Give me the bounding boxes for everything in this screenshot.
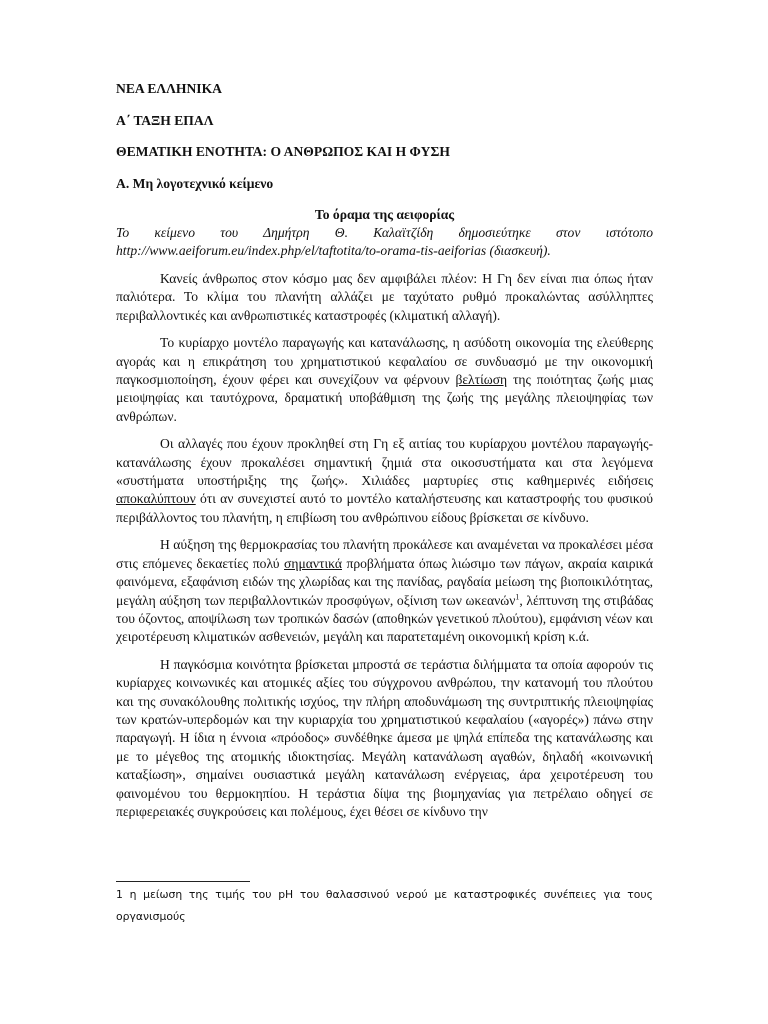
paragraph-2-text-a: Το κυρίαρχο μοντέλο παραγωγής και κατανάλωσης, η ασύδοτη οικονομία της ελεύθερης αγοράς και η επικράτηση του χρηματιστικού κεφαλαίου σε συνδυασμό με την οικονομική παγκοσμιοποίηση, έχουν φέρει και συνεχίζουν να φέρνουν <box>116 335 653 388</box>
paragraph-3 <box>116 435 653 527</box>
paragraph-1: Κανείς άνθρωπος στον κόσμο μας δεν αμφιβάλει πλέον: Η Γη δεν είναι πια όπως ήταν παλιότερα. Το κλίμα του πλανήτη αλλάζει με ταχύτατο ρυθμό προκαλώντας ασύλληπτες περιβαλλοντικές και ανθρωπιστικές καταστροφές (κλιματική αλλαγή). <box>116 271 653 323</box>
paragraph-4-text-c: , λέπτυνση της στιβάδας του όζοντος, αποψίλωση των τροπικών δασών (αποθηκών γενετικού πλούτου), εμφάνιση νέων και χειροτέρευση κλιματικών ασθενειών, μεγάλη και παρατεταμένη οικονομική κρίση κ.ά. <box>116 592 653 645</box>
paragraph-2 <box>116 334 653 426</box>
footnote-number: 1 <box>116 888 123 901</box>
footnote-text: η μείωση της τιμής του pH του θαλασσινού νερού με καταστροφικές συνέπειες για τους οργανισμούς <box>116 888 653 923</box>
paragraph-4-text-a: Η αύξηση της θερμοκρασίας του πλανήτη προκάλεσε και αναμένεται να προκαλέσει μέσα στις επόμενες δεκαετίες πολύ <box>116 537 653 571</box>
section-heading: Α. Μη λογοτεχνικό κείμενο <box>116 175 274 191</box>
paragraph-4-text-b: προβλήματα όπως λιώσιμο των πάγων, ακραία καιρικά φαινόμενα, εξαφάνιση ειδών της χλωρίδας και της πανίδας, ραγδαία μείωση της βιοποικιλότητας, μεγάλη αύξηση των περιβαλλοντικών προσφύγων, οξίνιση των ωκεανών <box>116 555 653 608</box>
paragraph-2-text-b: της ποιότητας ζωής μιας μειοψηφίας και ταυτόχρονα, δραματική υποβάθμιση της ζωής της μεγάλης πλειοψηφίας των ανθρώπων. <box>116 372 654 424</box>
footnote-separator <box>116 881 250 882</box>
underlined-word-apokalyptoun: αποκαλύπτουν <box>116 491 196 507</box>
unit-heading: ΘΕΜΑΤΙΚΗ ΕΝΟΤΗΤΑ: Ο ΑΝΘΡΩΠΟΣ ΚΑΙ Η ΦΥΣΗ <box>116 144 450 159</box>
paragraph-3-text-b: ότι αν συνεχιστεί αυτό το μοντέλο καταλήστευσης και καταστροφής του φυσικού περιβάλλοντος του πλανήτη, η επιβίωση του ανθρώπινου είδους βρίσκεται σε κίνδυνο. <box>116 491 653 525</box>
article-source: Το κείμενο του Δημήτρη Θ. Καλαϊτζίδη δημοσιεύτηκε στον ιστότοπο http://www.aeiforum.eu/index.php/el/taftotita/to-orama-tis-aeiforias (διασκευή). <box>116 225 653 258</box>
paragraph-5: Η παγκόσμια κοινότητα βρίσκεται μπροστά σε τεράστια διλήμματα τα οποία αφορούν τις κυρίαρχες κοινωνικές και ατομικές αξίες του σύγχρονου ανθρώπου, την κατανομή του πλούτου και της συνακόλουθης πολιτικής ισχύος, την πλήρη αποδυνάμωση της συντριπτικής πλειοψηφίας των κρατών-υπερδομών και την κυριαρχία του χρηματιστικού κεφαλαίου («αγορές») πάνω στην παραγωγή. Η ίδια η έννοια «πρόοδος» συνδέθηκε άμεσα με ψηλά επίπεδα της κατανάλωσης και με το μέγεθος της ατομικής ιδιοκτησίας. Μεγάλη κατανάλωση αγαθών, δηλαδή «κοινωνική καταξίωση», σημαίνει ουσιαστικά μεγάλη κατανάλωση ενέργειας, άρα χειροτέρευση του φαινομένου του θερμοκηπίου. Η τεράστια δίψα της βιομηχανίας για πετρέλαιο οδηγεί σε περιφερειακές συγκρούσεις και πολέμους, έχει θέσει σε κίνδυνο την <box>116 656 653 819</box>
underlined-word-veltiosi: βελτίωση <box>455 372 508 388</box>
underlined-word-simantika: σημαντικά <box>284 555 342 571</box>
footnote <box>116 884 653 928</box>
document-body <box>116 80 653 830</box>
class-heading: Α΄ ΤΑΞΗ ΕΠΑΛ <box>116 112 214 128</box>
footnote-reference: 1 <box>515 591 520 601</box>
article-title: Το όραμα της αειφορίας <box>314 207 455 222</box>
paragraph-4 <box>116 536 653 646</box>
subject-heading: ΝΕΑ ΕΛΛΗΝΙΚΑ <box>116 81 222 96</box>
paragraph-3-text-a: Οι αλλαγές που έχουν προκληθεί στη Γη εξ αιτίας του κυρίαρχου μοντέλου παραγωγής-κατανάλωσης έχουν προκαλέσει σημαντική ζημιά στα οικοσυστήματα και στα λεγόμενα «συστήματα υποστήριξης της ζωής». Χιλιάδες μαρτυρίες στις καθημερινές ειδήσεις <box>116 436 653 489</box>
